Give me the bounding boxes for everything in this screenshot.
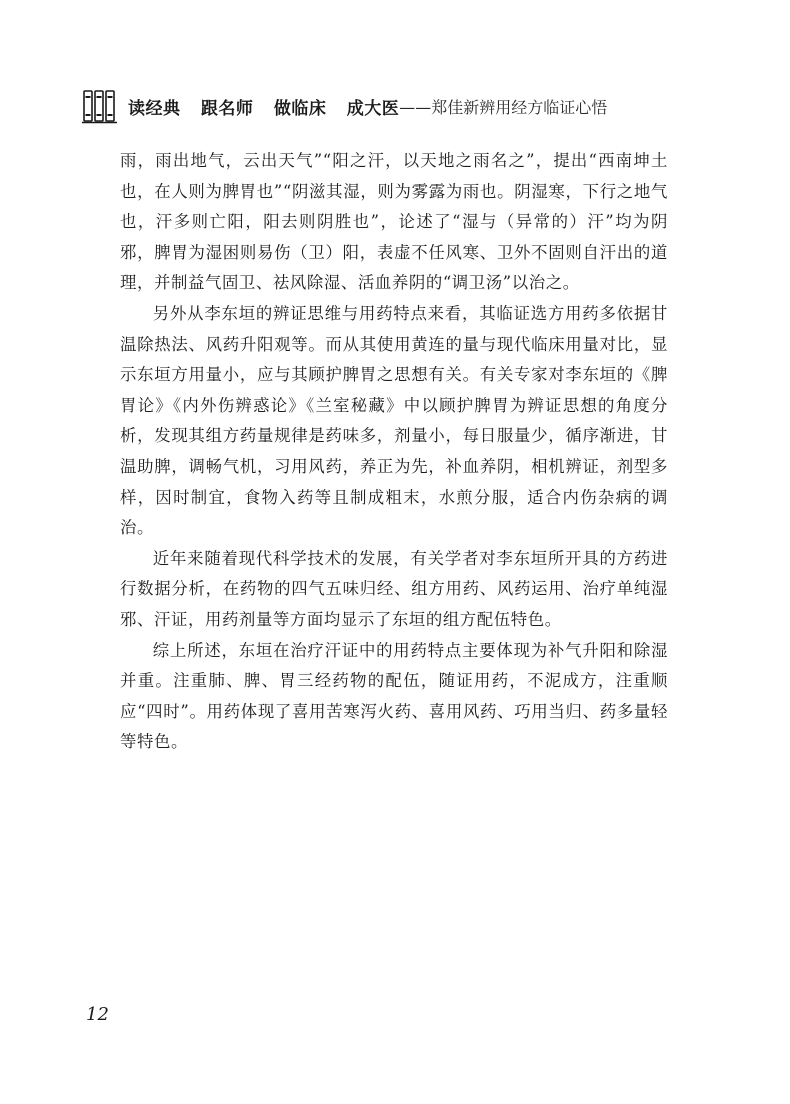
page-number: 12 xyxy=(86,1004,109,1025)
header-title xyxy=(128,94,399,119)
header-title-word: 做临床 xyxy=(273,98,327,119)
header-subtitle: ——郑佳新辨用经方临证心悟 xyxy=(399,97,608,117)
header-title-word: 成大医 xyxy=(346,98,400,119)
header-title-word: 读经典 xyxy=(128,98,181,119)
header-title-word: 跟名师 xyxy=(200,98,254,119)
body-text xyxy=(120,146,668,758)
paragraph: 综上所述，东垣在治疗汗证中的用药特点主要体现为补气升阳和除湿并重。注重肺、脾、胃三经药物的配伍，随证用药，不泥成方，注重顺应“四时”。用药体现了喜用苦寒泻火药、喜用风药、巧用当归、药多量轻等特色。 xyxy=(120,640,668,752)
books-icon xyxy=(82,87,118,125)
paragraph: 近年来随着现代科学技术的发展，有关学者对李东垣所开具的方药进行数据分析，在药物的四气五味归经、组方用药、风药运用、治疗单纯湿邪、汗证，用药剂量等方面均显示了东垣的组方配伍特色。 xyxy=(120,548,668,629)
running-header xyxy=(82,86,607,126)
paragraph: 另外从李东垣的辨证思维与用药特点来看，其临证选方用药多依据甘温除热法、风药升阳观等。而从其使用黄连的量与现代临床用量对比，显示东垣方用量小，应与其顾护脾胃之思想有关。有关专家对李东垣的《脾胃论》《内外伤辨惑论》《兰室秘藏》中以顾护脾胃为辨证思想的角度分析，发现其组方药量规律是药味多，剂量小，每日服量少，循序渐进，甘温助脾，调畅气机，习用风药，养正为先，补血养阴，相机辨证，剂型多样，因时制宜，食物入药等且制成粗末，水煎分服，适合内伤杂病的调治。 xyxy=(120,303,668,538)
paragraph: 雨，雨出地气，云出天气”“阳之汗，以天地之雨名之”，提出“西南坤土也，在人则为脾胃也”“阴滋其湿，则为雾露为雨也。阴湿寒，下行之地气也，汗多则亡阳，阳去则阴胜也”，论述了“湿与（异常的）汗”均为阴邪，脾胃为湿困则易伤（卫）阳，表虚不任风寒、卫外不固则自汗出的道理，并制益气固卫、祛风除湿、活血养阴的“调卫汤”以治之。 xyxy=(120,151,668,293)
